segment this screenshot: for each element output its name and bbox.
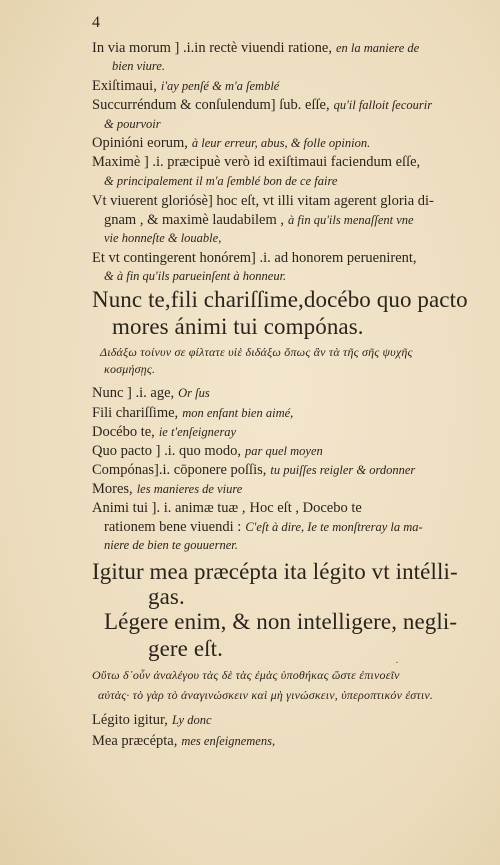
- latin-gloss: rationem bene viuendi :: [104, 519, 242, 535]
- french-gloss: C'eſt à dire, Ie te monſtreray la ma-: [245, 520, 423, 534]
- heading-line: Légere enim, & non intelligere, negli-: [104, 609, 458, 634]
- greek-line: Οὕτω δ᾽οὖν ἀναλέγου τὰς δὲ τὰς ἐμὰς ὑποθήκας ὥστε ἐπινοεῖν: [92, 668, 400, 682]
- heading-line: gas.: [148, 584, 185, 609]
- greek-line: Διδάξω τοίνυν σε φίλτατε υἱὲ διδάξω ὅπως ἂν τὰ τῆς σῆς ψυχῆς: [100, 345, 413, 359]
- gloss-line: [104, 173, 337, 189]
- gloss-line: [104, 537, 238, 553]
- heading-line: Igitur mea præcépta ita légito vt intélli-: [92, 559, 458, 584]
- latin-gloss: Vt viuerent gloriósè] hoc eſt, vt illi vitam agerent gloria di-: [92, 193, 434, 209]
- page-number: 4: [92, 14, 100, 31]
- gloss-line: [92, 385, 210, 401]
- latin-gloss: Légito igitur,: [92, 712, 168, 728]
- gloss-line: [92, 78, 279, 94]
- gloss-line: [92, 500, 362, 516]
- latin-gloss: Succurréndum & conſulendum] ſub. eſſe,: [92, 97, 330, 113]
- french-gloss: & principalement il m'a ſemblé bon de ce faire: [104, 174, 338, 188]
- gloss-line: [92, 712, 212, 728]
- french-gloss: niere de bien te gouuerner.: [104, 538, 238, 552]
- latin-gloss: Maximè ] .i. præcipuè verò id exiſtimaui faciendum eſſe,: [92, 154, 421, 170]
- gloss-line: [104, 268, 286, 284]
- gloss-line: [92, 97, 432, 113]
- gloss-line: [104, 116, 161, 132]
- latin-gloss: gnam , & maximè laudabilem ,: [104, 212, 284, 228]
- latin-gloss: Docébo te,: [92, 424, 155, 440]
- gloss-line: [92, 154, 420, 170]
- gloss-line: [104, 230, 221, 246]
- french-gloss: i'ay penſé & m'a ſemblé: [160, 79, 280, 93]
- latin-gloss: Animi tui ]. i. animæ tuæ ,: [92, 500, 246, 516]
- gloss-line: [92, 40, 419, 56]
- french-gloss: par quel moyen: [245, 444, 323, 458]
- latin-gloss: Exiſtimaui,: [92, 78, 157, 94]
- gloss-line: [92, 481, 242, 497]
- gloss-line: [92, 405, 293, 421]
- separator-mark: ·: [395, 655, 399, 669]
- gloss-line: [92, 250, 417, 266]
- french-gloss: & pourvoir: [104, 117, 161, 131]
- french-gloss: à fin qu'ils menaſſent vne: [288, 213, 414, 227]
- latin-gloss: Opinióni eorum,: [92, 135, 188, 151]
- latin-gloss: Hoc eſt , Docebo te: [249, 500, 362, 516]
- latin-gloss: Nunc ] .i. age,: [92, 385, 175, 401]
- greek-line: αὐτὰς· τὸ γὰρ τὸ ἀναγινώσκειν καὶ μὴ γινώσκειν, ὑπεροπτικόν ἐστιν.: [98, 688, 434, 702]
- french-gloss: les manieres de viure: [136, 482, 243, 496]
- gloss-line: [92, 424, 236, 440]
- gloss-line: [112, 58, 165, 74]
- latin-gloss: Quo pacto ] .i. quo modo,: [92, 443, 242, 459]
- french-gloss: & à fin qu'ils parueinſent à honneur.: [104, 269, 287, 283]
- french-gloss: bien viure.: [112, 59, 165, 73]
- heading-line: gere eſt.: [148, 636, 223, 661]
- heading-line: Nunc te,fili chariſſime,docébo quo pacto: [92, 287, 468, 312]
- gloss-line: [92, 193, 434, 209]
- latin-gloss: Fili chariſſime,: [92, 405, 179, 421]
- french-gloss: vie honneſte & louable,: [104, 231, 222, 245]
- latin-gloss: Compónas].i. cōponere poſſis,: [92, 462, 267, 478]
- french-gloss: Or ſus: [178, 386, 210, 400]
- heading-line: mores ánimi tui compónas.: [112, 314, 364, 339]
- gloss-line: [104, 519, 423, 535]
- greek-line: κοσμήσῃς.: [104, 362, 156, 376]
- french-gloss: à leur erreur, abus, & folle opinion.: [191, 136, 371, 150]
- gloss-line: [92, 462, 415, 478]
- latin-gloss: Mea præcépta,: [92, 733, 178, 749]
- gloss-line: [92, 443, 323, 459]
- latin-gloss: Et vt contingerent honórem] .i. ad honorem peruenirent,: [92, 250, 417, 266]
- french-gloss: Ly donc: [171, 713, 212, 727]
- french-gloss: qu'il falloit ſecourir: [333, 98, 433, 112]
- gloss-line: [92, 135, 370, 151]
- latin-gloss: Mores,: [92, 481, 133, 497]
- gloss-line: [92, 733, 275, 749]
- latin-gloss: In via morum ] .i.in rectè viuendi ratione,: [92, 40, 332, 56]
- french-gloss: mes enſeignemens,: [181, 734, 276, 748]
- gloss-line: [104, 212, 414, 228]
- french-gloss: tu puiſſes reigler & ordonner: [270, 463, 416, 477]
- french-gloss: mon enfant bien aimé,: [182, 406, 294, 420]
- french-gloss: ie t'enſeigneray: [158, 425, 237, 439]
- french-gloss: en la maniere de: [335, 41, 420, 55]
